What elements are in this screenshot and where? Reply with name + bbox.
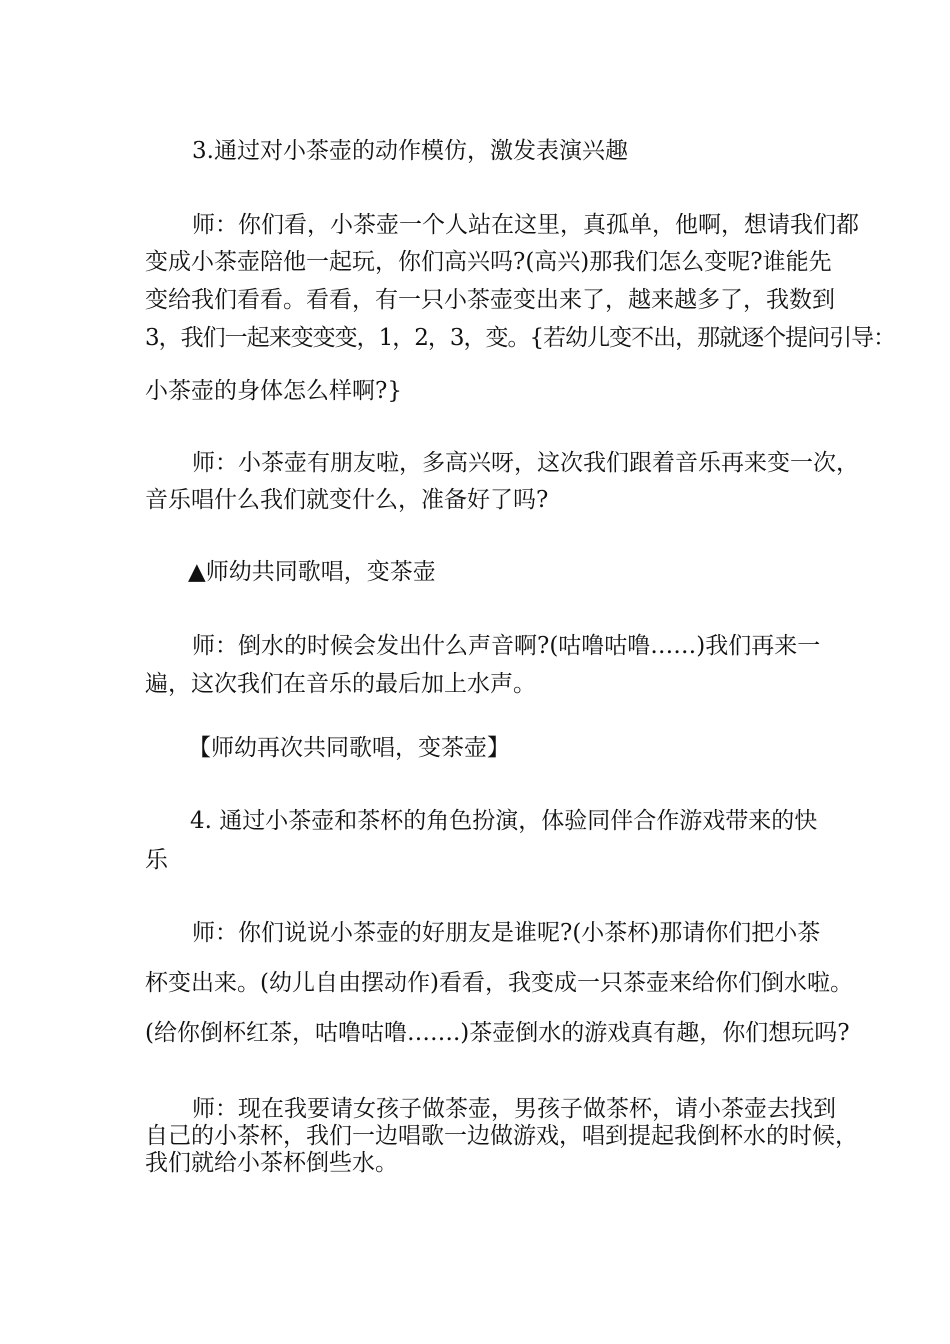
paragraph-line: 3，我们一起来变变变，1，2，3，变。{若幼儿变不出，那就逐个提问引导：: [145, 325, 896, 351]
paragraph-line: 音乐唱什么我们就变什么，准备好了吗?: [145, 487, 549, 513]
paragraph-line: 变给我们看看。看看，有一只小茶壶变出来了，越来越多了，我数到: [145, 287, 835, 313]
paragraph-line: (给你倒杯红茶，咕噜咕噜…….)茶壶倒水的游戏真有趣，你们想玩吗?: [145, 1020, 850, 1046]
paragraph-line: 师：你们看，小茶壶一个人站在这里，真孤单，他啊，想请我们都: [192, 212, 859, 238]
paragraph-line: 自己的小茶杯，我们一边唱歌一边做游戏，唱到提起我倒杯水的时候，: [145, 1123, 858, 1149]
paragraph-line: 师：你们说说小茶壶的好朋友是谁呢?(小茶杯)那请你们把小茶: [192, 920, 821, 946]
paragraph-line: 遍，这次我们在音乐的最后加上水声。: [145, 671, 536, 697]
paragraph-line: 杯变出来。(幼儿自由摆动作)看看，我变成一只茶壶来给你们倒水啦。: [145, 970, 853, 996]
section-heading-4-cont: 乐: [145, 847, 168, 873]
stage-direction: ▲师幼共同歌唱，变茶壶: [188, 559, 436, 585]
paragraph-line: 师：小茶壶有朋友啦，多高兴呀，这次我们跟着音乐再来变一次，: [192, 450, 859, 476]
paragraph-line: 小茶壶的身体怎么样啊?}: [145, 378, 402, 404]
paragraph-line: 师：倒水的时候会发出什么声音啊?(咕噜咕噜……)我们再来一: [192, 633, 821, 659]
stage-direction: 【师幼再次共同歌唱，变茶壶】: [188, 735, 510, 761]
section-heading-3: 3.通过对小茶壶的动作模仿，激发表演兴趣: [192, 138, 628, 164]
section-heading-4: 4. 通过小茶壶和茶杯的角色扮演，体验同伴合作游戏带来的快: [190, 808, 818, 834]
paragraph-line: 师：现在我要请女孩子做茶壶，男孩子做茶杯，请小茶壶去找到: [192, 1096, 836, 1122]
paragraph-line: 变成小茶壶陪他一起玩，你们高兴吗?(高兴)那我们怎么变呢?谁能先: [145, 249, 832, 275]
paragraph-line: 我们就给小茶杯倒些水。: [145, 1150, 398, 1176]
